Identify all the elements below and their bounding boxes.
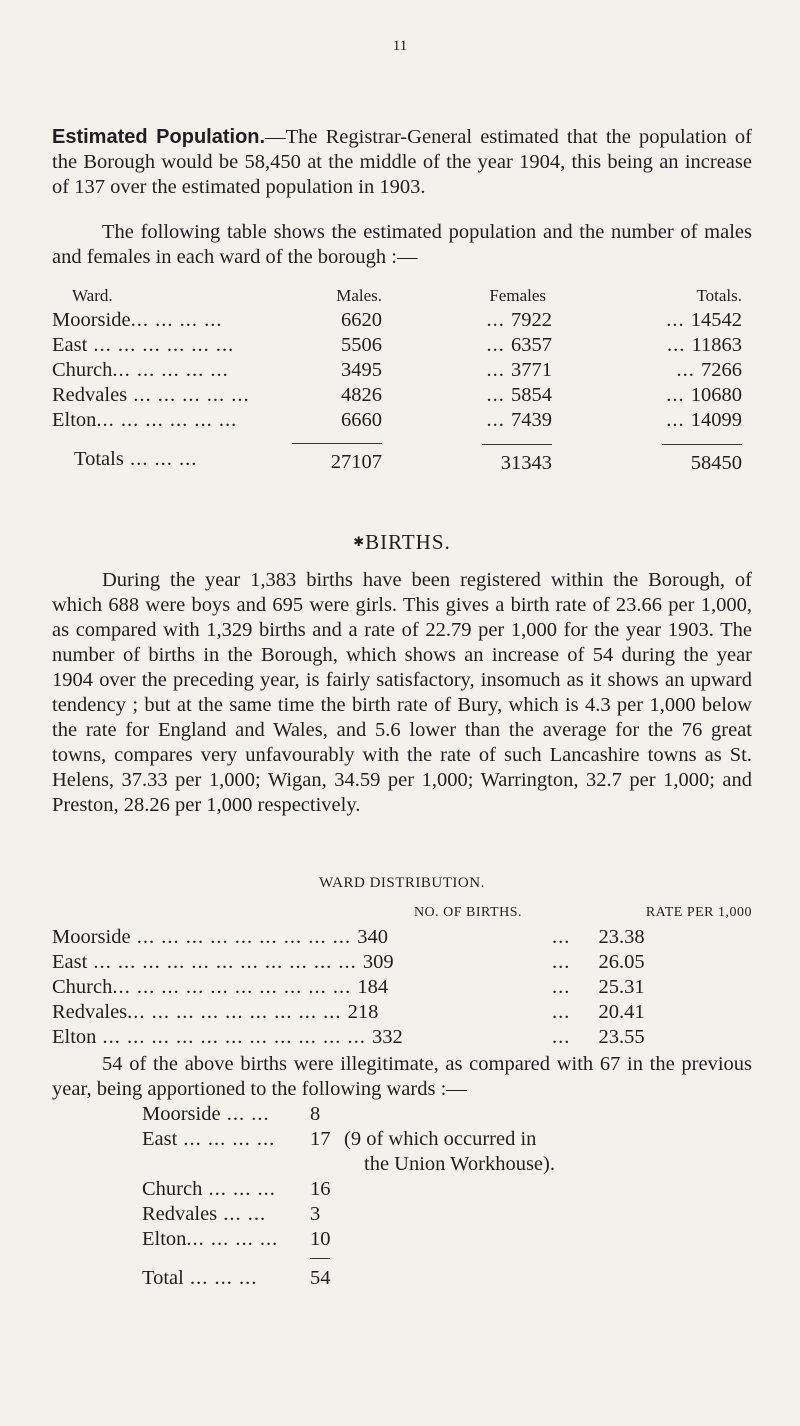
table-row: Elton ... ... ... ... ... ... ... ... ... ... ... 332 ... 23.55 <box>52 1026 645 1048</box>
females-value: 6357 <box>511 334 552 356</box>
table-row: Church... ... ... ... ... ... ... ... ... ... 184 ... 25.31 <box>52 976 645 998</box>
ward-name: Moorside <box>142 1103 221 1125</box>
births-paragraph: During the year 1,383 births have been registered within the Borough, of which 688 were boys and 695 were girls. This gives a birth rate of 23.66 per 1,000, as compared with 1,329 births and a rate of 22.79 per 1,000 for the year 1903. The number of births in the Borough, which shows an increase of 54 during the year 1904 over the preceding year, is fairly satisfactory, insomuch as it shows an upward tendency ; but at the same time the birth rate of Bury, which is 4.3 per 1,000 below the rate for England and Wales, and 5.6 lower than the average for the 76 great towns, compares very unfavourably with the rate of such Lancashire towns as St. Helens, 37.33 per 1,000; Wigan, 34.59 per 1,000; Warrington, 32.7 per 1,000; and Preston, 28.26 per 1,000 respectively. <box>52 569 752 816</box>
ward-name: East <box>52 334 88 356</box>
col-rate-header: RATE PER 1,000 <box>645 905 752 920</box>
note-text <box>344 1227 702 1252</box>
note-text <box>344 1202 702 1227</box>
totals-value: 7266 <box>701 359 742 381</box>
table-row: Church... ... ... ... ... 3495 ... 3771 ... 7266 <box>52 359 742 381</box>
table-intro-paragraph: The following table shows the estimated population and the number of males and females in each ward of the borough :— <box>52 221 752 268</box>
col-births-header: NO. OF BIRTHS. <box>413 905 522 920</box>
rate-value: 23.38 <box>598 926 645 948</box>
table-row: Moorside ... ... ... ... ... ... ... ... ... 340 ... 23.38 <box>52 926 645 948</box>
total-all: 58450 <box>662 444 742 476</box>
table-row: Elton... ... ... ... ... ... 6660 ... 7439 ... 14099 <box>52 409 742 431</box>
rate-value: 20.41 <box>598 1001 645 1023</box>
table-row: Redvales ... ... ... ... ... 4826 ... 5854 ... 10680 <box>52 384 742 406</box>
asterisk-icon: ✱ <box>353 534 366 549</box>
table-row <box>142 1152 702 1177</box>
males-value: 6620 <box>341 309 382 331</box>
ward-name: Redvales <box>52 1001 128 1023</box>
count-value: 16 <box>310 1178 331 1200</box>
population-table-header <box>52 283 742 308</box>
ward-name: East <box>142 1128 178 1150</box>
population-table <box>52 283 742 476</box>
ward-name: Elton <box>52 1026 97 1048</box>
ward-distribution-table <box>52 900 752 1050</box>
totals-label: Totals <box>74 448 124 470</box>
ward-name: Moorside <box>52 309 131 331</box>
table-row: East ... ... ... ... ... ... ... ... ... ... ... 309 ... 26.05 <box>52 951 645 973</box>
totals-value: 10680 <box>690 384 742 406</box>
illegitimate-table <box>142 1102 702 1291</box>
males-value: 5506 <box>341 334 382 356</box>
ward-name: Church <box>52 976 113 998</box>
ward-name: Elton <box>52 409 97 431</box>
ward-name: East <box>52 951 88 973</box>
females-value: 7922 <box>511 309 552 331</box>
totals-value: 11863 <box>691 334 742 356</box>
females-value: 7439 <box>511 409 552 431</box>
table-row: Redvales... ... ... ... ... ... ... ... ... 218 ... 20.41 <box>52 1001 645 1023</box>
ward-name: Redvales <box>142 1203 218 1225</box>
males-value: 6660 <box>341 409 382 431</box>
births-value: 309 <box>362 951 394 973</box>
population-heading: Estimated Population. <box>52 126 266 148</box>
header-ward: Ward. <box>72 286 113 305</box>
births-heading-wrap <box>52 530 752 555</box>
totals-row: Totals ... ... ... 27107 31343 58450 <box>52 444 742 476</box>
population-text: —The Registrar-General estimated that the population of the Borough would be 58,450 at the middle of the year 1904, this being an increase of 137 over the estimated population in 1903. <box>52 126 752 198</box>
males-value: 4826 <box>341 384 382 406</box>
ward-name: Church <box>142 1178 203 1200</box>
ward-name: Redvales <box>52 384 128 406</box>
total-label: Total <box>142 1267 184 1289</box>
totals-value: 14542 <box>690 309 742 331</box>
table-row: Moorside... ... ... ... 6620 ... 7922 ... 14542 <box>52 309 742 331</box>
ward-distribution-heading: WARD DISTRIBUTION. <box>319 875 485 891</box>
females-value: 5854 <box>511 384 552 406</box>
total-females: 31343 <box>482 444 552 476</box>
ward-name: Church <box>52 359 113 381</box>
ward-name <box>142 1152 310 1177</box>
illegitimate-total-row: Total ... ... ... 54 <box>142 1266 702 1291</box>
table-row: Redvales ... ... 3 <box>142 1202 702 1227</box>
count-value: 3 <box>310 1203 321 1225</box>
total-count: 54 <box>310 1267 331 1289</box>
table-row: Elton... ... ... ... 10 <box>142 1227 702 1252</box>
rate-value: 25.31 <box>598 976 645 998</box>
ward-distribution-header <box>52 900 752 925</box>
females-value: 3771 <box>511 359 552 381</box>
ward-name: Elton <box>142 1228 187 1250</box>
table-row: Church ... ... ... 16 <box>142 1177 702 1202</box>
births-value: 218 <box>347 1001 379 1023</box>
table-row: East ... ... ... ... ... ... 5506 ... 6357 ... 11863 <box>52 334 742 356</box>
count-value: 8 <box>310 1103 321 1125</box>
births-value: 184 <box>357 976 389 998</box>
table-row: Moorside ... ... 8 <box>142 1102 702 1127</box>
count-value <box>310 1152 344 1177</box>
note-text <box>344 1102 702 1127</box>
population-paragraph <box>52 125 752 200</box>
table-row: East ... ... ... ... 17 (9 of which occurred in <box>142 1127 702 1152</box>
males-value: 3495 <box>341 359 382 381</box>
note-text <box>344 1177 702 1202</box>
births-value: 340 <box>357 926 388 948</box>
illegitimate-paragraph: 54 of the above births were illegitimate, as compared with 67 in the previous year, being apportioned to the following wards :— <box>52 1053 752 1100</box>
note-text: (9 of which occurred in <box>344 1128 537 1150</box>
rate-value: 26.05 <box>598 951 645 973</box>
header-females: Females <box>489 286 546 305</box>
header-totals: Totals. <box>696 286 742 305</box>
count-value: 10 <box>310 1228 331 1250</box>
total-males: 27107 <box>292 444 382 476</box>
ward-name: Moorside <box>52 926 131 948</box>
rate-value: 23.55 <box>598 1026 645 1048</box>
totals-value: 14099 <box>690 409 742 431</box>
births-heading: BIRTHS. <box>365 530 451 554</box>
note-text: the Union Workhouse). <box>364 1153 555 1175</box>
count-value: 17 <box>310 1128 331 1150</box>
page-number: 11 <box>392 38 408 54</box>
header-males: Males. <box>336 286 382 305</box>
births-value: 332 <box>372 1026 403 1048</box>
